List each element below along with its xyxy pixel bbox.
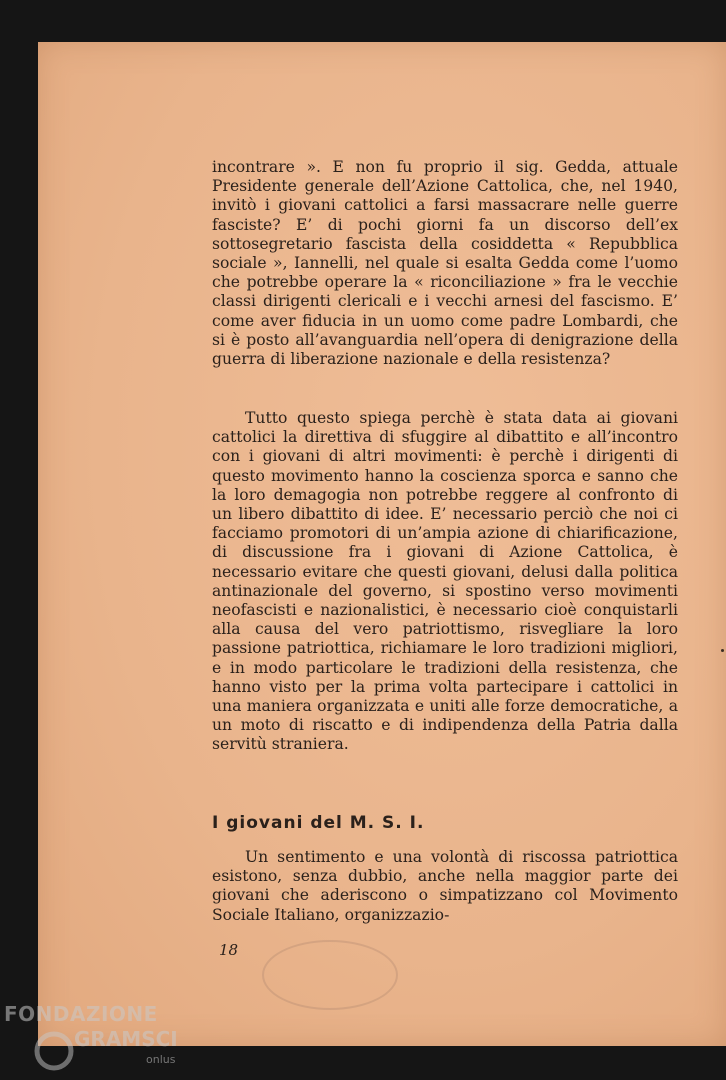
paragraph-1: incontrare ». E non fu proprio il sig. Gedda, attuale Presidente generale dell’Azione Cattolica, che, nel 1940, invitò i giovani cattolici a farsi massacrare nelle guerre fasciste? E’ di pochi giorni fa un discorso dell’ex sottosegretario fascista della cosiddetta « Repubblica sociale », Iannelli, nel quale si esalta Gedda come l’uomo che potrebbe operare la « riconciliazione » fra le vecchie classi dirigenti clericali e i vecchi arnesi del fascismo. E’ come aver fiducia in un uomo come padre Lombardi, che si è posto all’avanguardia nell’opera di denigrazione della guerra di liberazione nazionale e della resistenza? xyxy=(212,158,678,369)
section-heading: I giovani del M. S. I. xyxy=(212,813,425,833)
page-number: 18 xyxy=(219,941,239,959)
watermark-line-1: FONDAZIONE xyxy=(4,1002,158,1026)
paragraph-2: Tutto questo spiega perchè è stata data ai giovani cattolici la direttiva di sfuggire al dibattito e all’incontro con i giovani di altri movimenti: è perchè i dirigenti di questo movimento hanno la coscienza sporca e sanno che la loro demagogia non potrebbe reggere al confronto di un libero dibattito di idee. E’ necessario perciò che noi ci facciamo promotori di un’ampia azione di chiarificazione, di discussione fra i giovani di Azione Cattolica, è necessario evitare che questi giovani, delusi dalla politica antinazionale del governo, si spostino verso movimenti neofascisti e nazionalistici, è necessario cioè conquistarli alla causa del vero patriottismo, risvegliare la loro passione patriottica, richiamare le loro tradizioni migliori, e in modo particolare le tradizioni della resistenza, che hanno visto per la prima volta partecipare i cattolici in una maniera organizzata e uniti alle forze democratiche, a un moto di riscatto e di indipendenza della Patria dalla servitù straniera. xyxy=(212,409,678,754)
watermark-g-circle xyxy=(37,1034,71,1068)
watermark-suffix: onlus xyxy=(146,1053,176,1066)
ink-speck xyxy=(721,649,724,652)
fondazione-gramsci-logo-icon xyxy=(4,1001,179,1075)
document-page xyxy=(38,42,726,1046)
paragraph-3: Un sentimento e una volontà di riscossa patriottica esistono, senza dubbio, anche nella maggior parte dei giovani che aderiscono o simpatizzano col Movimento Sociale Italiano, organizzazio- xyxy=(212,848,678,924)
watermark-line-2: GRAMSCI xyxy=(74,1027,178,1051)
library-stamp xyxy=(262,940,398,1010)
